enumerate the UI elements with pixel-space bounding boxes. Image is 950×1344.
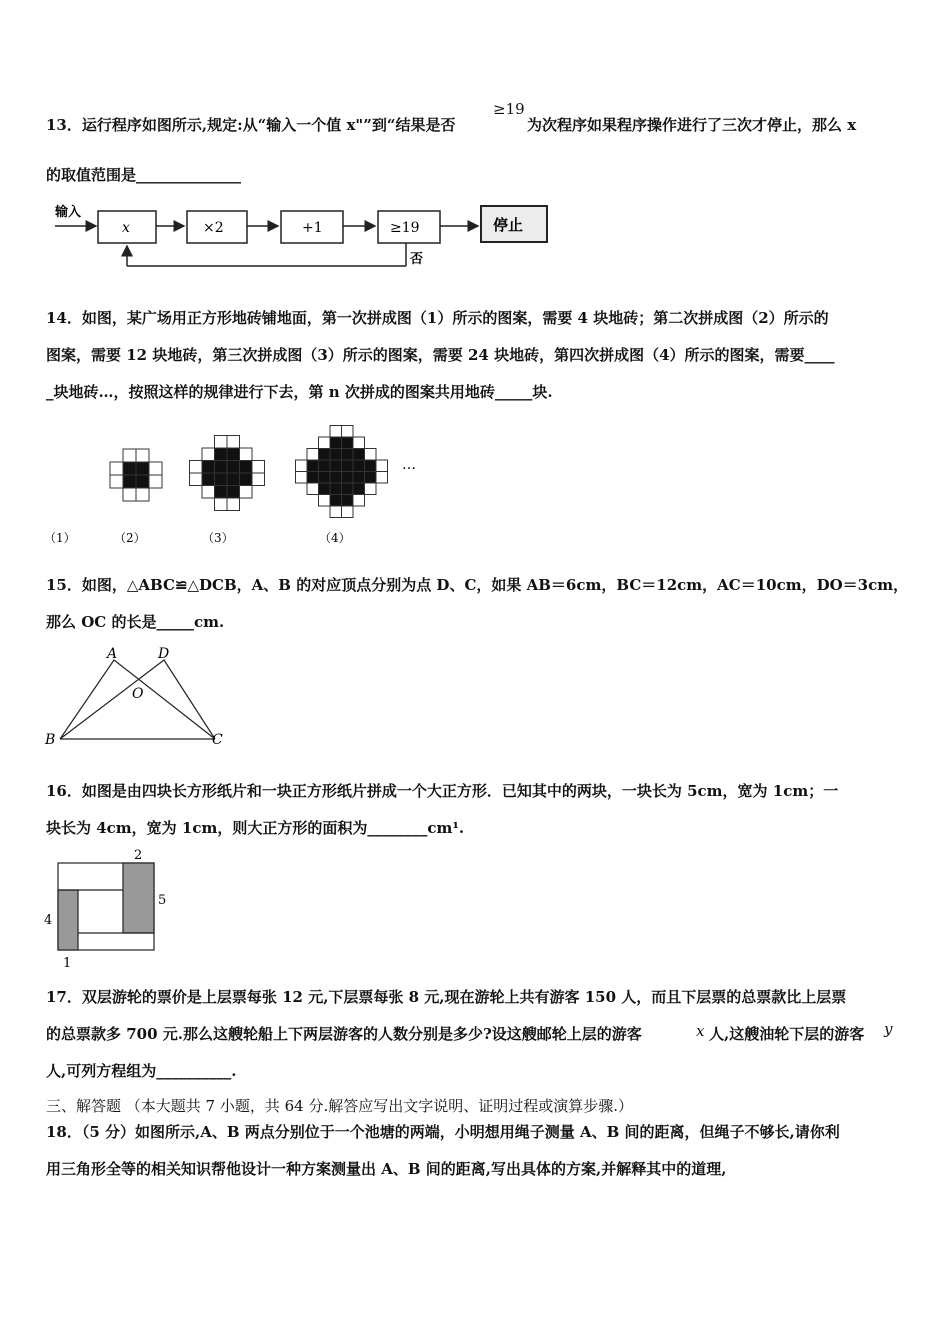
tile-black — [353, 483, 365, 495]
tile-white — [307, 449, 319, 461]
tile-black — [240, 461, 253, 474]
tile-black — [136, 462, 149, 475]
tile-figure-3 — [190, 436, 265, 511]
tile-black — [136, 475, 149, 488]
q16-label-bottom: 1 — [63, 956, 72, 971]
tile-black — [215, 461, 228, 474]
tile-black — [319, 472, 331, 484]
tile-black — [365, 472, 377, 484]
tile-white — [149, 475, 162, 488]
tile-white — [190, 461, 203, 474]
tile-black — [319, 483, 331, 495]
tile-caption-1: （1） — [44, 531, 76, 545]
q15-line2: 那么 OC 的长是_____cm. — [46, 613, 225, 631]
tile-figure-2 — [110, 449, 162, 501]
tile-white — [110, 462, 123, 475]
tile-black — [330, 472, 342, 484]
q13-superscript: ≥19 — [493, 100, 525, 118]
tile-white — [252, 461, 265, 474]
tile-white — [227, 498, 240, 511]
tile-white — [252, 473, 265, 486]
tile-black — [353, 449, 365, 461]
q13-flowchart — [50, 196, 560, 272]
tile-white — [202, 486, 215, 499]
tile-black — [123, 462, 136, 475]
tile-black — [330, 460, 342, 472]
tile-white — [227, 436, 240, 449]
flow-box-ge19-text: ≥19 — [390, 220, 420, 236]
tile-white — [136, 488, 149, 501]
tile-black — [307, 472, 319, 484]
q17-line2-b: 人,这艘油轮下层的游客 — [709, 1025, 865, 1043]
q15-line1: 15．如图，△ABC≌△DCB，A、B 的对应顶点分别为点 D、C，如果 AB＝6cm，BC＝12cm，AC＝10cm，DO＝3cm， — [46, 576, 909, 594]
tile-black — [215, 486, 228, 499]
tile-black — [227, 473, 240, 486]
tile-black — [342, 449, 354, 461]
tile-white — [215, 436, 228, 449]
q13-line2: 的取值范围是______________ — [46, 166, 242, 184]
tile-white — [240, 486, 253, 499]
q14-tile-figures — [44, 412, 444, 552]
q16-square-figure — [40, 846, 180, 971]
tile-black — [342, 495, 354, 507]
tile-white — [353, 495, 365, 507]
tile-white — [319, 495, 331, 507]
tile-black — [240, 473, 253, 486]
flow-input-label: 输入 — [55, 205, 82, 220]
q16-line2: 块长为 4cm，宽为 1cm，则大正方形的面积为________cm¹. — [46, 819, 465, 837]
tile-white — [330, 426, 342, 438]
tile-white — [123, 488, 136, 501]
flow-no-label: 否 — [410, 252, 424, 267]
tile-caption-4: （4） — [319, 531, 351, 545]
q16-line1: 16．如图是由四块长方形纸片和一块正方形纸片拼成一个大正方形．已知其中的两块，一块长为 5cm，宽为 1cm；一 — [46, 782, 839, 800]
tile-black — [342, 460, 354, 472]
q13-line1-b: 为次程序如果程序操作进行了三次才停止，那么 x — [527, 116, 857, 134]
flow-box-times2-text: ×2 — [203, 220, 224, 236]
tile-black — [353, 472, 365, 484]
q14-line2: 图案，需要 12 块地砖，第三次拼成图（3）所示的图案，需要 24 块地砖，第四次拼成图（4）所示的图案，需要____ — [46, 346, 835, 364]
q18-line2: 用三角形全等的相关知识帮他设计一种方案测量出 A、B 间的距离,写出具体的方案,并解释其中的道理, — [46, 1160, 727, 1178]
tile-white — [365, 483, 377, 495]
tile-white — [342, 506, 354, 518]
q17-var-y: y — [884, 1020, 893, 1038]
tile-white — [296, 460, 308, 472]
tile-black — [215, 473, 228, 486]
tile-white — [353, 437, 365, 449]
tile-white — [330, 506, 342, 518]
tile-ellipsis: … — [402, 457, 416, 473]
q17-var-x: x — [696, 1022, 705, 1040]
tile-white — [296, 472, 308, 484]
q13-line1-a: 13．运行程序如图所示,规定:从“输入一个值 x"”到“结果是否 — [46, 116, 456, 134]
tile-black — [215, 448, 228, 461]
q17-line2-a: 的总票款多 700 元.那么这艘轮船上下两层游客的人数分别是多少?设这艘邮轮上层的游客 — [46, 1025, 642, 1043]
tile-black — [342, 483, 354, 495]
tile-white — [123, 449, 136, 462]
flow-box-plus1-text: +1 — [302, 220, 323, 236]
label-A: A — [107, 646, 118, 662]
q17-line1: 17．双层游轮的票价是上层票每张 12 元,下层票每张 8 元,现在游轮上共有游客 150 人，而且下层票的总票款比上层票 — [46, 988, 847, 1006]
tile-white — [342, 426, 354, 438]
tile-white — [110, 475, 123, 488]
tile-figure-4 — [296, 426, 388, 518]
tile-black — [227, 486, 240, 499]
tile-caption-2: （2） — [114, 531, 146, 545]
label-O: O — [132, 686, 144, 702]
q16-label-right: 5 — [158, 893, 167, 908]
q16-label-left: 4 — [44, 913, 53, 928]
flow-box-x-text: x — [122, 220, 130, 236]
tile-black — [319, 449, 331, 461]
tile-white — [190, 473, 203, 486]
q17-line3: 人,可列方程组为__________. — [46, 1062, 237, 1080]
tile-black — [330, 495, 342, 507]
q14-line3: _块地砖…，按照这样的规律进行下去，第 n 次拼成的图案共用地砖_____块. — [46, 383, 553, 401]
q18-line1: 18．（5 分）如图所示,A、B 两点分别位于一个池塘的两端，小明想用绳子测量 A、B 间的距离，但绳子不够长,请你利 — [46, 1123, 840, 1141]
tile-black — [342, 472, 354, 484]
tile-white — [202, 448, 215, 461]
tile-white — [319, 437, 331, 449]
label-D: D — [158, 646, 170, 662]
tile-white — [365, 449, 377, 461]
label-B: B — [45, 732, 56, 748]
q15-triangles — [40, 644, 240, 750]
tile-black — [365, 460, 377, 472]
tile-black — [202, 473, 215, 486]
tile-white — [307, 483, 319, 495]
tile-black — [123, 475, 136, 488]
section3-heading: 三、解答题 （本大题共 7 小题，共 64 分.解答应写出文字说明、证明过程或演算步骤.） — [46, 1097, 634, 1115]
tile-black — [307, 460, 319, 472]
tile-caption-3: （3） — [202, 531, 234, 545]
tile-black — [330, 449, 342, 461]
tile-white — [215, 498, 228, 511]
tile-black — [227, 461, 240, 474]
tile-black — [330, 437, 342, 449]
label-C: C — [212, 732, 223, 748]
tile-black — [353, 460, 365, 472]
tile-white — [240, 448, 253, 461]
tile-black — [330, 483, 342, 495]
tile-white — [136, 449, 149, 462]
q16-label-top: 2 — [134, 848, 143, 863]
q14-line1: 14．如图，某广场用正方形地砖铺地面，第一次拼成图（1）所示的图案，需要 4 块地砖；第二次拼成图（2）所示的 — [46, 309, 829, 327]
tile-black — [342, 437, 354, 449]
flow-box-stop-text: 停止 — [493, 216, 524, 234]
tile-white — [376, 472, 388, 484]
tile-white — [376, 460, 388, 472]
tile-black — [227, 448, 240, 461]
tile-black — [202, 461, 215, 474]
tile-white — [149, 462, 162, 475]
tile-black — [319, 460, 331, 472]
